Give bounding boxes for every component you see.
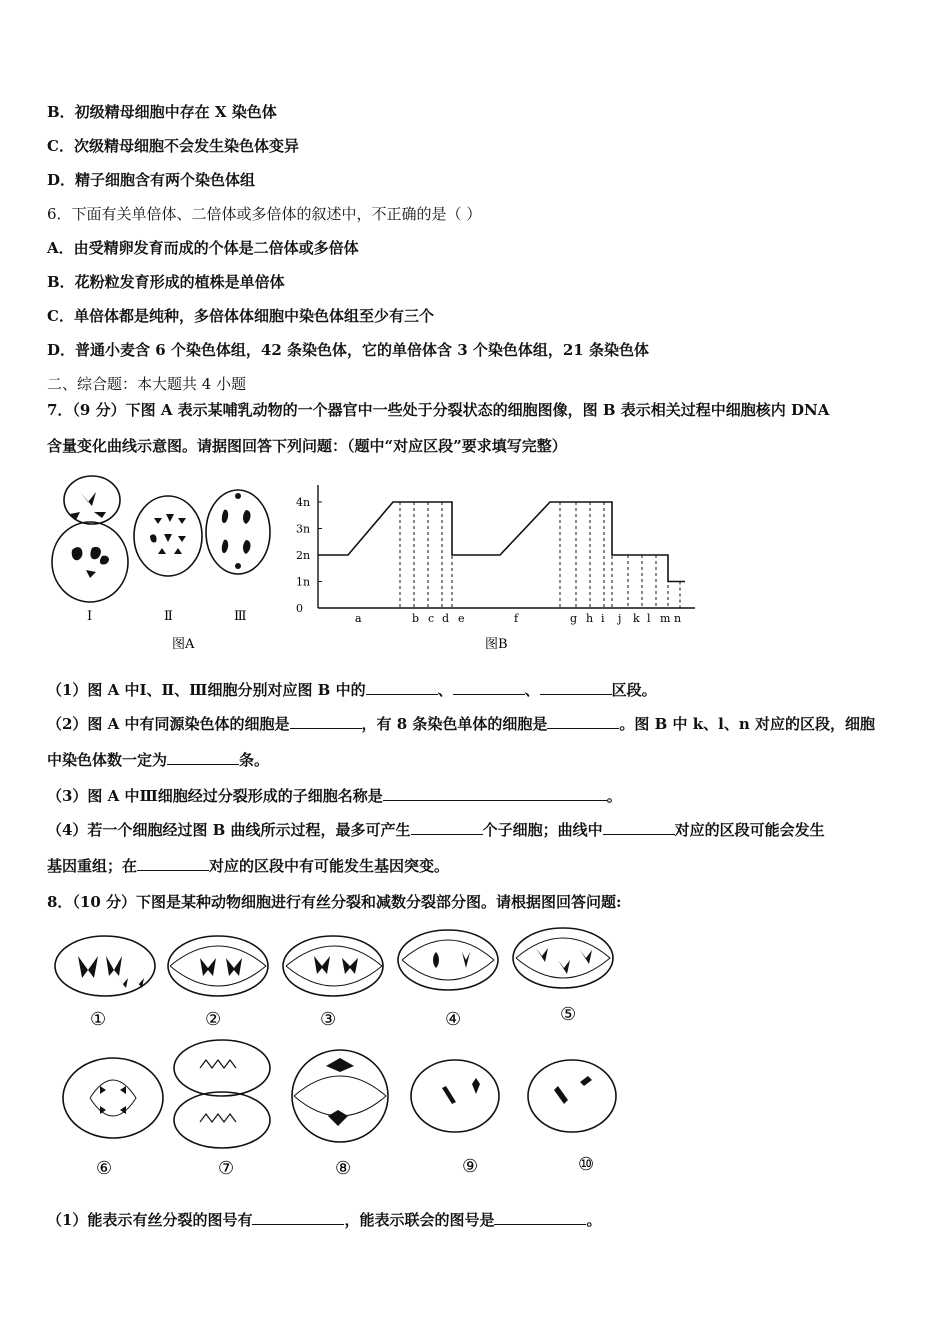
q6-stem: 6．下面有关单倍体、二倍体或多倍体的叙述中，不正确的是（ ）	[47, 205, 482, 223]
label-1: ①	[90, 1009, 107, 1030]
blank[interactable]	[137, 856, 209, 871]
q5-option-c: C．次级精母细胞不会发生染色体变异	[47, 137, 299, 155]
figb-x-axis	[355, 612, 681, 625]
label-2: ②	[205, 1009, 222, 1030]
label-10: ⑩	[578, 1154, 595, 1175]
figa-label-I: Ⅰ	[87, 609, 93, 624]
figb-caption: 图B	[485, 637, 508, 652]
cell-II-chromosomes	[150, 514, 186, 554]
x-tick-label: i	[601, 612, 605, 625]
label-4: ④	[445, 1009, 462, 1030]
blank[interactable]	[547, 714, 619, 729]
blank[interactable]	[366, 680, 438, 695]
blank[interactable]	[540, 680, 612, 695]
y-tick-label: 4n	[296, 496, 311, 509]
q8-figure	[50, 920, 650, 1185]
label-3: ③	[320, 1009, 337, 1030]
figa-label-III: Ⅲ	[234, 609, 247, 624]
cell-I-chromosomes	[70, 492, 109, 578]
x-tick-label: e	[458, 612, 465, 625]
cell-9	[411, 1060, 499, 1132]
y-tick-label: 0	[296, 602, 303, 615]
figa-label-II: Ⅱ	[164, 609, 173, 624]
figa-caption: 图A	[172, 637, 195, 652]
x-tick-label: f	[514, 612, 519, 625]
label-5: ⑤	[560, 1004, 577, 1025]
x-tick-label: k	[633, 612, 640, 625]
cell-2	[168, 936, 268, 996]
y-tick-label: 1n	[296, 575, 311, 589]
x-tick-label: l	[647, 612, 651, 625]
q7-part1: （1）图 A 中Ⅰ、Ⅱ、Ⅲ细胞分别对应图 B 中的 、 、 区段。	[47, 681, 657, 699]
label-9: ⑨	[462, 1156, 479, 1177]
x-tick-label: n	[674, 612, 682, 625]
cell-I	[52, 476, 128, 602]
x-tick-label: j	[618, 612, 622, 625]
blank[interactable]	[603, 820, 675, 835]
x-tick-label: d	[442, 612, 450, 625]
cell-III-chromosomes	[222, 493, 251, 569]
q7-part2: （2）图 A 中有同源染色体的细胞是 ，有 8 条染色单体的细胞是 。图 B 中 k、l、n 对应的区段，细胞	[47, 715, 875, 733]
q7-stem-2: 含量变化曲线示意图。请据图回答下列问题：（题中“对应区段”要求填写完整）	[47, 437, 567, 455]
q6-option-d: D．普通小麦含 6 个染色体组，42 条染色体，它的单倍体含 3 个染色体组，21 条染色体	[47, 341, 649, 359]
cell-6	[63, 1058, 163, 1138]
x-tick-label: g	[570, 612, 578, 625]
figure-b	[290, 480, 710, 655]
q5-option-b: B．初级精母细胞中存在 X 染色体	[47, 103, 277, 121]
x-tick-label: b	[412, 612, 420, 625]
figb-dna-curve	[318, 502, 685, 582]
y-tick-label: 2n	[296, 549, 311, 562]
q6-option-b: B．花粉粒发育形成的植株是单倍体	[47, 273, 285, 291]
q7-stem-1: 7．（9 分）下图 A 表示某哺乳动物的一个器官中一些处于分裂状态的细胞图像，图 B 表示相关过程中细胞核内 DNA	[47, 401, 830, 419]
label-8: ⑧	[335, 1158, 352, 1179]
q7-part4: （4）若一个细胞经过图 B 曲线所示过程，最多可产生 个子细胞；曲线中 对应的区段可能会发生	[47, 821, 825, 839]
label-7: ⑦	[218, 1158, 235, 1179]
q8-part1: （1）能表示有丝分裂的图号有 ，能表示联会的图号是 。	[47, 1211, 602, 1229]
x-tick-label: c	[428, 612, 435, 625]
blank[interactable]	[290, 714, 362, 729]
x-tick-label: m	[660, 612, 671, 625]
q8-stem: 8．（10 分）下图是某种动物细胞进行有丝分裂和减数分裂部分图。请根据图回答问题:	[47, 893, 622, 911]
blank[interactable]	[411, 820, 483, 835]
cell-III	[206, 490, 270, 574]
blank[interactable]	[494, 1210, 586, 1225]
q7-part3: （3）图 A 中Ⅲ细胞经过分裂形成的子细胞名称是 。	[47, 787, 622, 805]
cell-10	[528, 1060, 616, 1132]
cell-4	[398, 930, 498, 990]
x-tick-label: h	[586, 612, 594, 625]
cell-3	[283, 936, 383, 996]
q5-option-d: D．精子细胞含有两个染色体组	[47, 171, 256, 189]
blank[interactable]	[453, 680, 525, 695]
section-heading: 二、综合题：本大题共 4 小题	[47, 375, 247, 393]
q7-part4-cont: 基因重组；在 对应的区段中有可能发生基因突变。	[47, 857, 450, 875]
figure-a	[40, 470, 280, 660]
blank[interactable]	[383, 786, 607, 801]
blank[interactable]	[252, 1210, 344, 1225]
cell-5	[513, 928, 613, 988]
x-tick-label: a	[355, 612, 362, 625]
y-tick-label: 3n	[296, 522, 311, 536]
blank[interactable]	[167, 750, 239, 765]
q6-option-c: C．单倍体都是纯种，多倍体体细胞中染色体组至少有三个	[47, 307, 434, 325]
cell-1	[55, 936, 155, 996]
q6-option-a: A．由受精卵发育而成的个体是二倍体或多倍体	[47, 239, 359, 257]
cell-7a	[174, 1040, 270, 1096]
label-6: ⑥	[96, 1158, 113, 1179]
q7-part2-cont: 中染色体数一定为 条。	[47, 751, 270, 769]
